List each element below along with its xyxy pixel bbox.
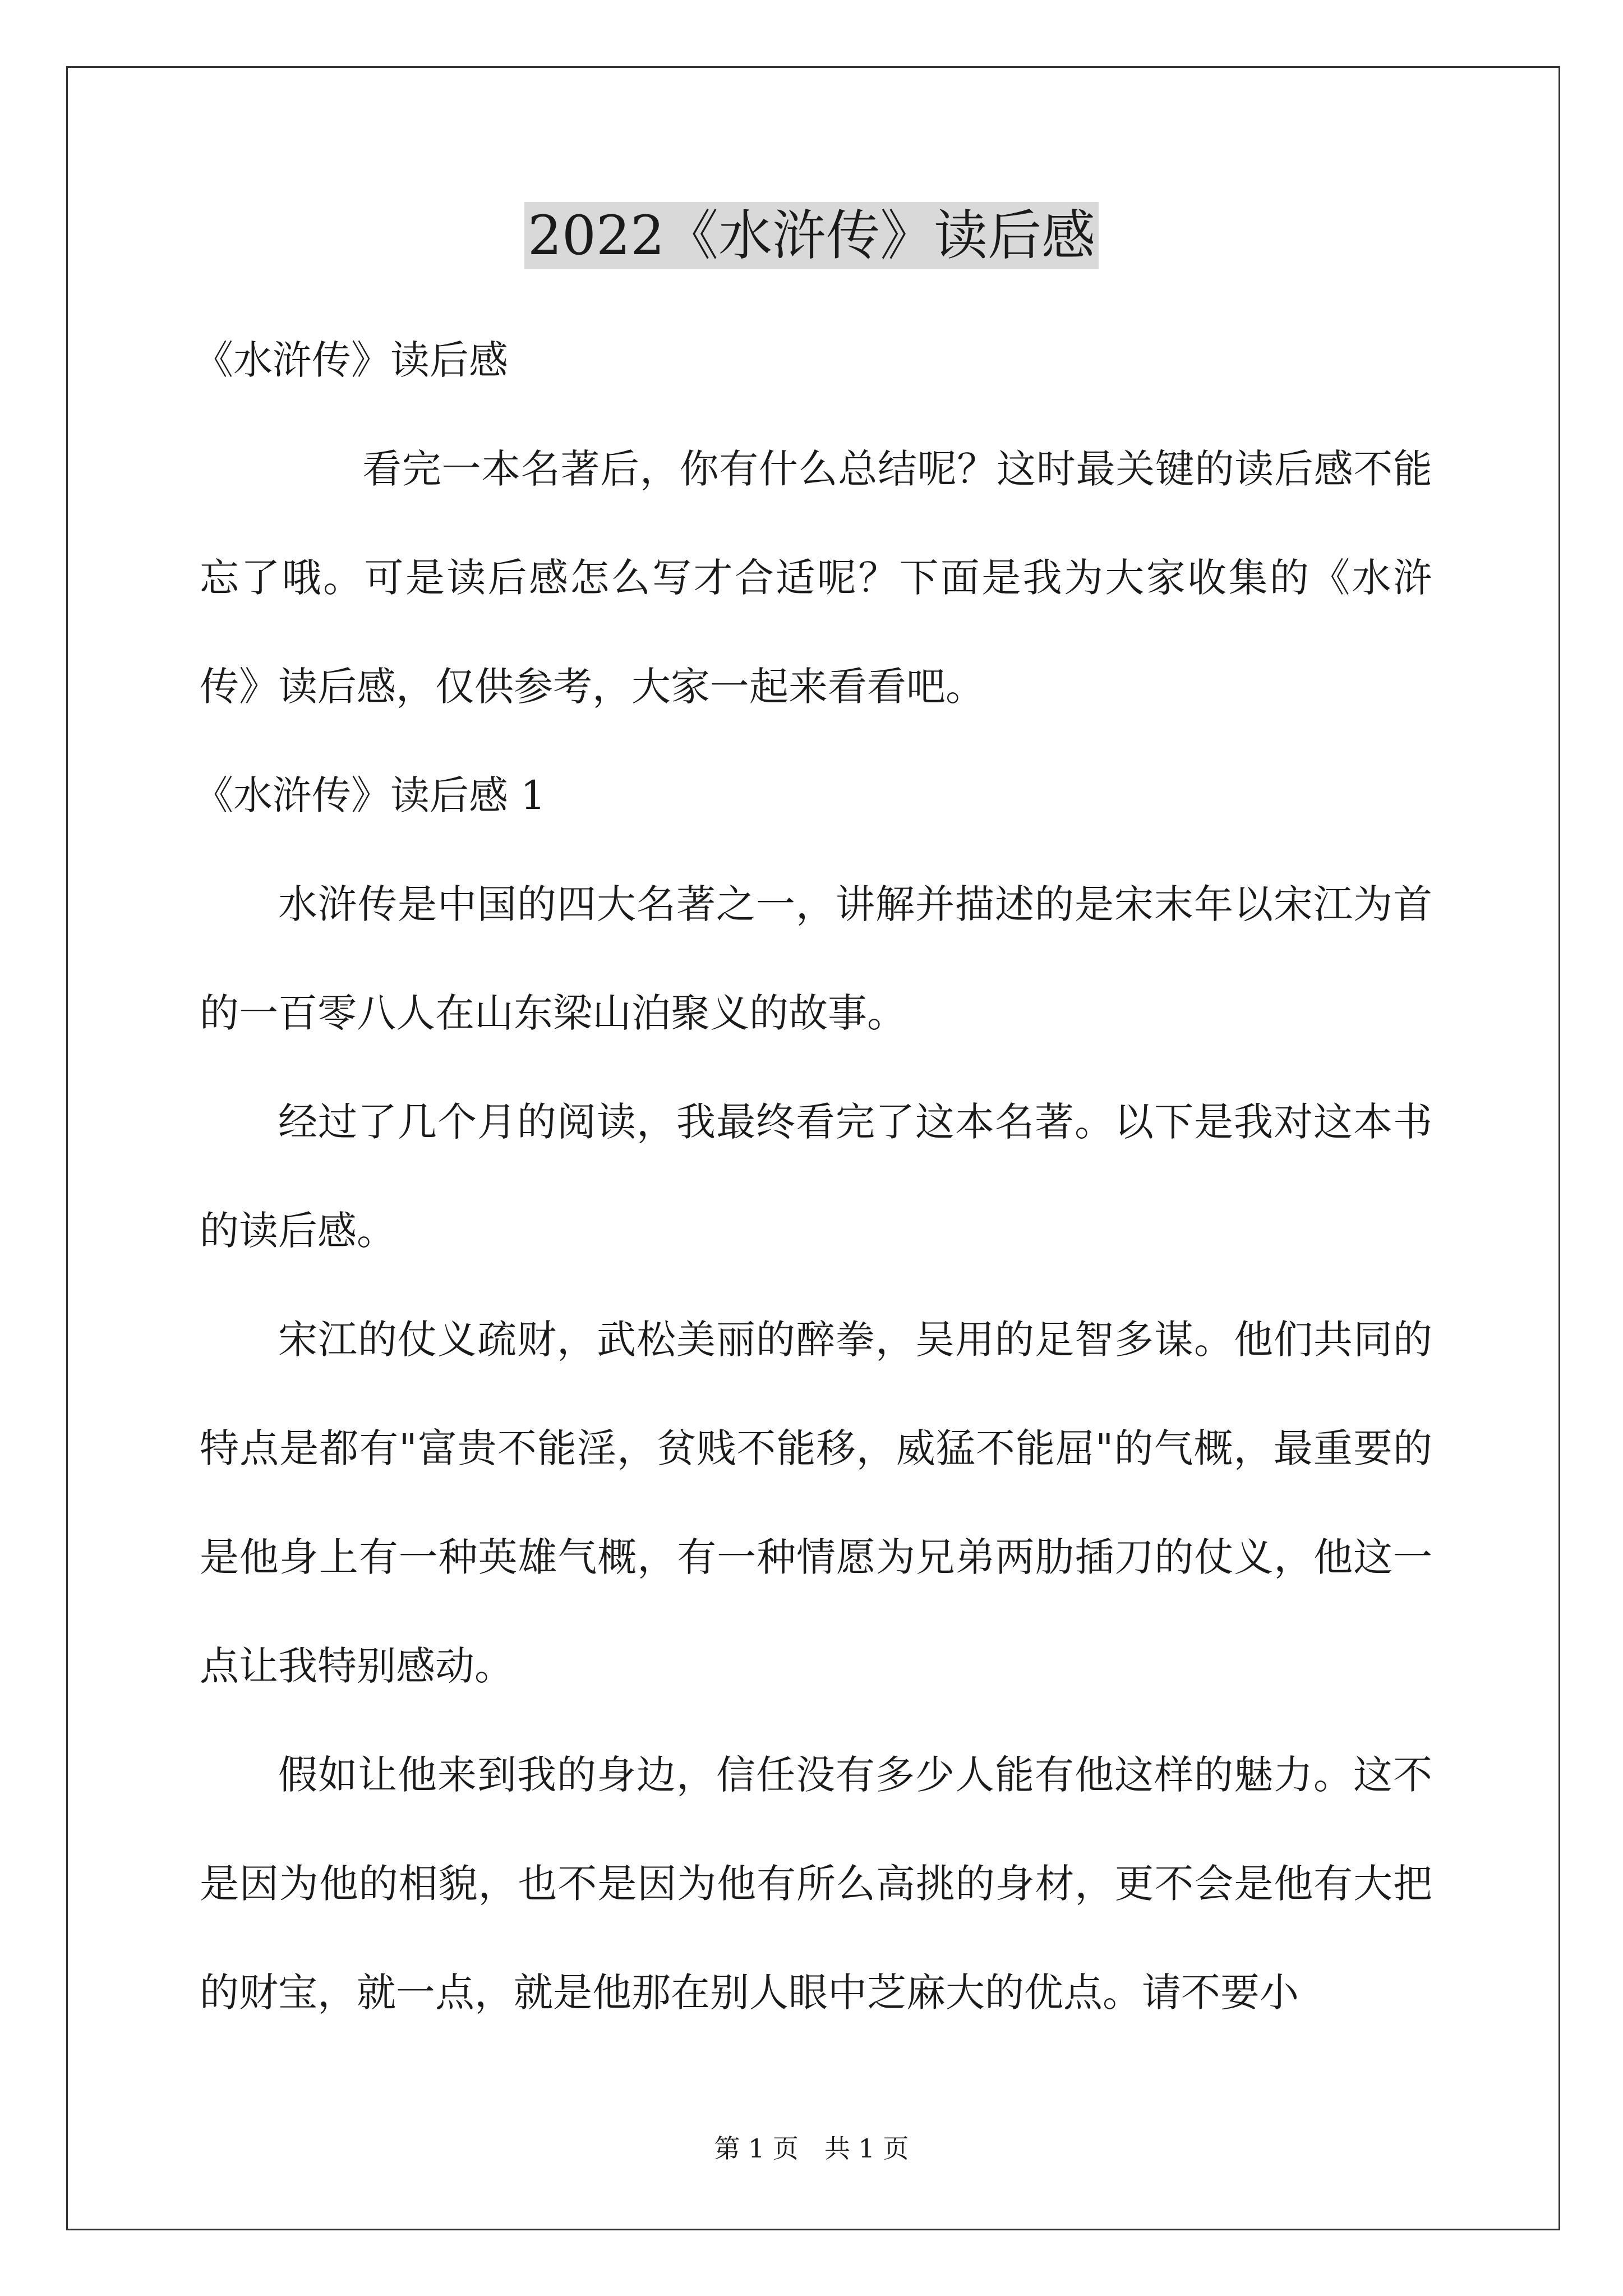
section-heading-1: 《水浒传》读后感 1 bbox=[194, 772, 546, 818]
paragraph-1: 水浒传是中国的四大名著之一，讲解并描述的是宋末年以宋江为首的一百零八人在山东梁山泊聚义的故事。 bbox=[200, 881, 1432, 1036]
paragraph-4: 假如让他来到我的身边，信任没有多少人能有他这样的魅力。这不是因为他的相貌，也不是因为他有所么高挑的身材，更不会是他有大把的财宝，就一点，就是他那在别人眼中芝麻大的优点。请不要小 bbox=[200, 1752, 1432, 2016]
document-body bbox=[194, 306, 1432, 2047]
document-title-text: 2022《水浒传》读后感 bbox=[524, 202, 1099, 269]
section-heading-intro: 《水浒传》读后感 bbox=[194, 337, 508, 383]
page-footer: 第 1 页 共 1 页 bbox=[714, 2133, 909, 2164]
paragraph-2: 经过了几个月的阅读，我最终看完了这本名著。以下是我对这本书的读后感。 bbox=[200, 1099, 1432, 1254]
document-title bbox=[0, 196, 1623, 275]
paragraph-3: 宋江的仗义疏财，武松美丽的醉拳，吴用的足智多谋。他们共同的特点是都有"富贵不能淫，贫贱不能移，威猛不能屈"的气概，最重要的是他身上有一种英雄气概，有一种情愿为兄弟两肋插刀的仗义，他这一点让我特别感动。 bbox=[200, 1317, 1432, 1689]
intro-paragraph: 看完一本名著后，你有什么总结呢？这时最关键的读后感不能忘了哦。可是读后感怎么写才合适呢？下面是我为大家收集的《水浒传》读后感，仅供参考，大家一起来看看吧。 bbox=[200, 446, 1432, 710]
